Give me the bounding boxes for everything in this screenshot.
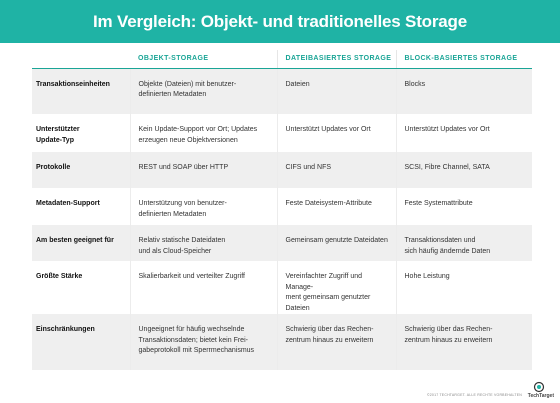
row-label: Am besten geeignet für — [32, 225, 130, 261]
table-cell: REST und SOAP über HTTP — [130, 152, 277, 188]
title-banner — [0, 0, 560, 43]
table-cell: Gemeinsam genutzte Dateidaten — [277, 225, 396, 261]
table-cell: Ungeeignet für häufig wechselnde Transaktionsdaten; bietet kein Frei- gabeprotokoll mit Sperrmechanismus — [130, 314, 277, 370]
table-cell: Feste Systemattribute — [396, 188, 532, 225]
table-row — [32, 114, 532, 152]
row-label: Metadaten-Support — [36, 200, 100, 207]
brand-name: TechTarget — [527, 393, 554, 399]
column-header-block-storage: BLOCK-BASIERTES STORAGE — [396, 50, 532, 68]
column-header-object-storage: OBJEKT-STORAGE — [130, 50, 277, 68]
table-row — [32, 188, 532, 225]
table-row — [32, 68, 532, 114]
table-cell: Dateien — [277, 68, 396, 114]
table-cell: Skalierbarkeit und verteilter Zugriff — [130, 261, 277, 314]
table-cell: Vereinfachter Zugriff und Manage- ment gemeinsam genutzter Dateien — [277, 261, 396, 314]
row-label: Einschränkungen — [32, 314, 130, 370]
table-cell: Blocks — [396, 68, 532, 114]
column-header-file-storage: DATEIBASIERTES STORAGE — [277, 50, 396, 68]
table-row — [32, 314, 532, 370]
header-blank-cell — [32, 50, 130, 68]
row-label: Protokolle — [32, 152, 130, 188]
table-cell: Schwierig über das Rechen- zentrum hinaus zu erweitern — [277, 314, 396, 370]
table-cell: Schwierig über das Rechen- zentrum hinaus zu erweitern — [396, 314, 532, 370]
table-cell: CIFS und NFS — [277, 152, 396, 188]
table-cell: SCSI, Fibre Channel, SATA — [396, 152, 532, 188]
table-cell: Kein Update-Support vor Ort; Updates erzeugen neue Objektversionen — [130, 114, 277, 152]
table-cell: Unterstützt Updates vor Ort — [277, 114, 396, 152]
table-cell: Hohe Leistung — [396, 261, 532, 314]
table-cell: Unterstützung von benutzer- definierten Metadaten — [130, 188, 277, 225]
page-title: Im Vergleich: Objekt- und traditionelles Storage — [93, 11, 467, 31]
row-label: Unterstützter Update-Typ — [36, 126, 80, 144]
table-row — [32, 152, 532, 188]
table-cell: Feste Dateisystem-Attribute — [277, 188, 396, 225]
comparison-table — [32, 50, 532, 370]
row-label: Größte Stärke — [36, 273, 83, 280]
table-cell: Transaktionsdaten und sich häufig ändernde Daten — [396, 225, 532, 261]
table-cell: Relativ statische Dateidaten und als Cloud-Speicher — [130, 225, 277, 261]
table-cell: Unterstützt Updates vor Ort — [396, 114, 532, 152]
table-cell: Objekte (Dateien) mit benutzer- definierten Metadaten — [130, 68, 277, 114]
row-label: Transaktionseinheiten — [32, 68, 130, 114]
table-header-row — [32, 50, 532, 68]
table-row — [32, 261, 532, 314]
copyright-notice: ©2017 TECHTARGET. ALLE RECHTE VORBEHALTEN — [427, 393, 522, 397]
table-row — [32, 225, 532, 261]
